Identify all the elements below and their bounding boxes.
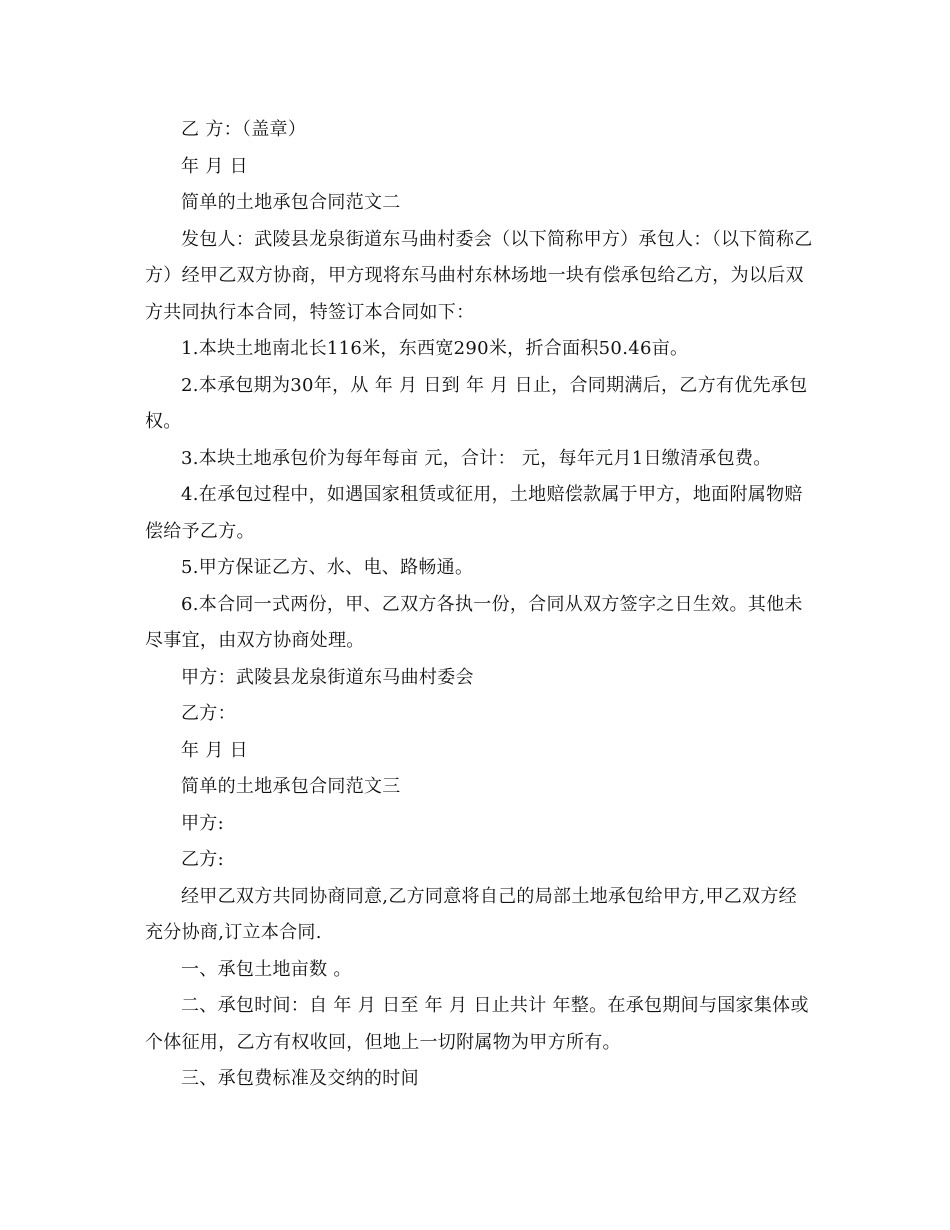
clause-1: 1.本块土地南北长116米，东西宽290米，折合面积50.46亩。	[181, 338, 689, 359]
agreement-intro-paragraph: 经甲乙双方共同协商同意,乙方同意将自己的局部土地承包给甲方,甲乙双方经充分协商,订立本合同.	[145, 885, 797, 943]
signature-party-b-seal: 乙 方：（盖章）	[181, 119, 307, 140]
clause-3: 3.本块土地承包价为每年每亩 元，合计： 元，每年元月1日缴清承包费。	[181, 447, 772, 469]
clause-5: 5.甲方保证乙方、水、电、路畅通。	[181, 557, 474, 578]
article-2: 二、承包时间：自 年 月 日至 年 月 日止共计 年整。在承包期间与国家集体或个体征用，乙方有权收回，但地上一切附属物为甲方所有。	[145, 995, 809, 1053]
document-body	[145, 112, 813, 1098]
signature-party-b: 乙方：	[181, 703, 236, 724]
party-a-label: 甲方:	[181, 812, 224, 834]
date-line: 年 月 日	[181, 155, 248, 177]
article-3: 三、承包费标准及交纳的时间	[181, 1068, 419, 1089]
clause-4: 4.在承包过程中，如遇国家租赁或征用，土地赔偿款属于甲方，地面附属物赔偿给予乙方。	[145, 484, 803, 542]
article-1: 一、承包土地亩数 。	[181, 958, 352, 980]
section-heading-sample-three: 简单的土地承包合同范文三	[181, 776, 401, 797]
signature-party-a: 甲方：武陵县龙泉街道东马曲村委会	[181, 666, 474, 688]
section-heading-sample-two: 简单的土地承包合同范文二	[181, 192, 401, 213]
clause-2: 2.本承包期为30年，从 年 月 日到 年 月 日止，合同期满后，乙方有优先承包权。	[145, 374, 808, 432]
party-b-label: 乙方:	[181, 849, 224, 870]
clause-6: 6.本合同一式两份，甲、乙双方各执一份，合同从双方签字之日生效。其他未尽事宜，由双方协商处理。	[145, 593, 803, 651]
date-line: 年 月 日	[181, 739, 248, 761]
contract-intro-paragraph: 发包人：武陵县龙泉街道东马曲村委会（以下简称甲方）承包人：（以下简称乙方）经甲乙双方协商，甲方现将东马曲村东林场地一块有偿承包给乙方，为以后双方共同执行本合同，特签订本合同如下：	[145, 228, 813, 323]
